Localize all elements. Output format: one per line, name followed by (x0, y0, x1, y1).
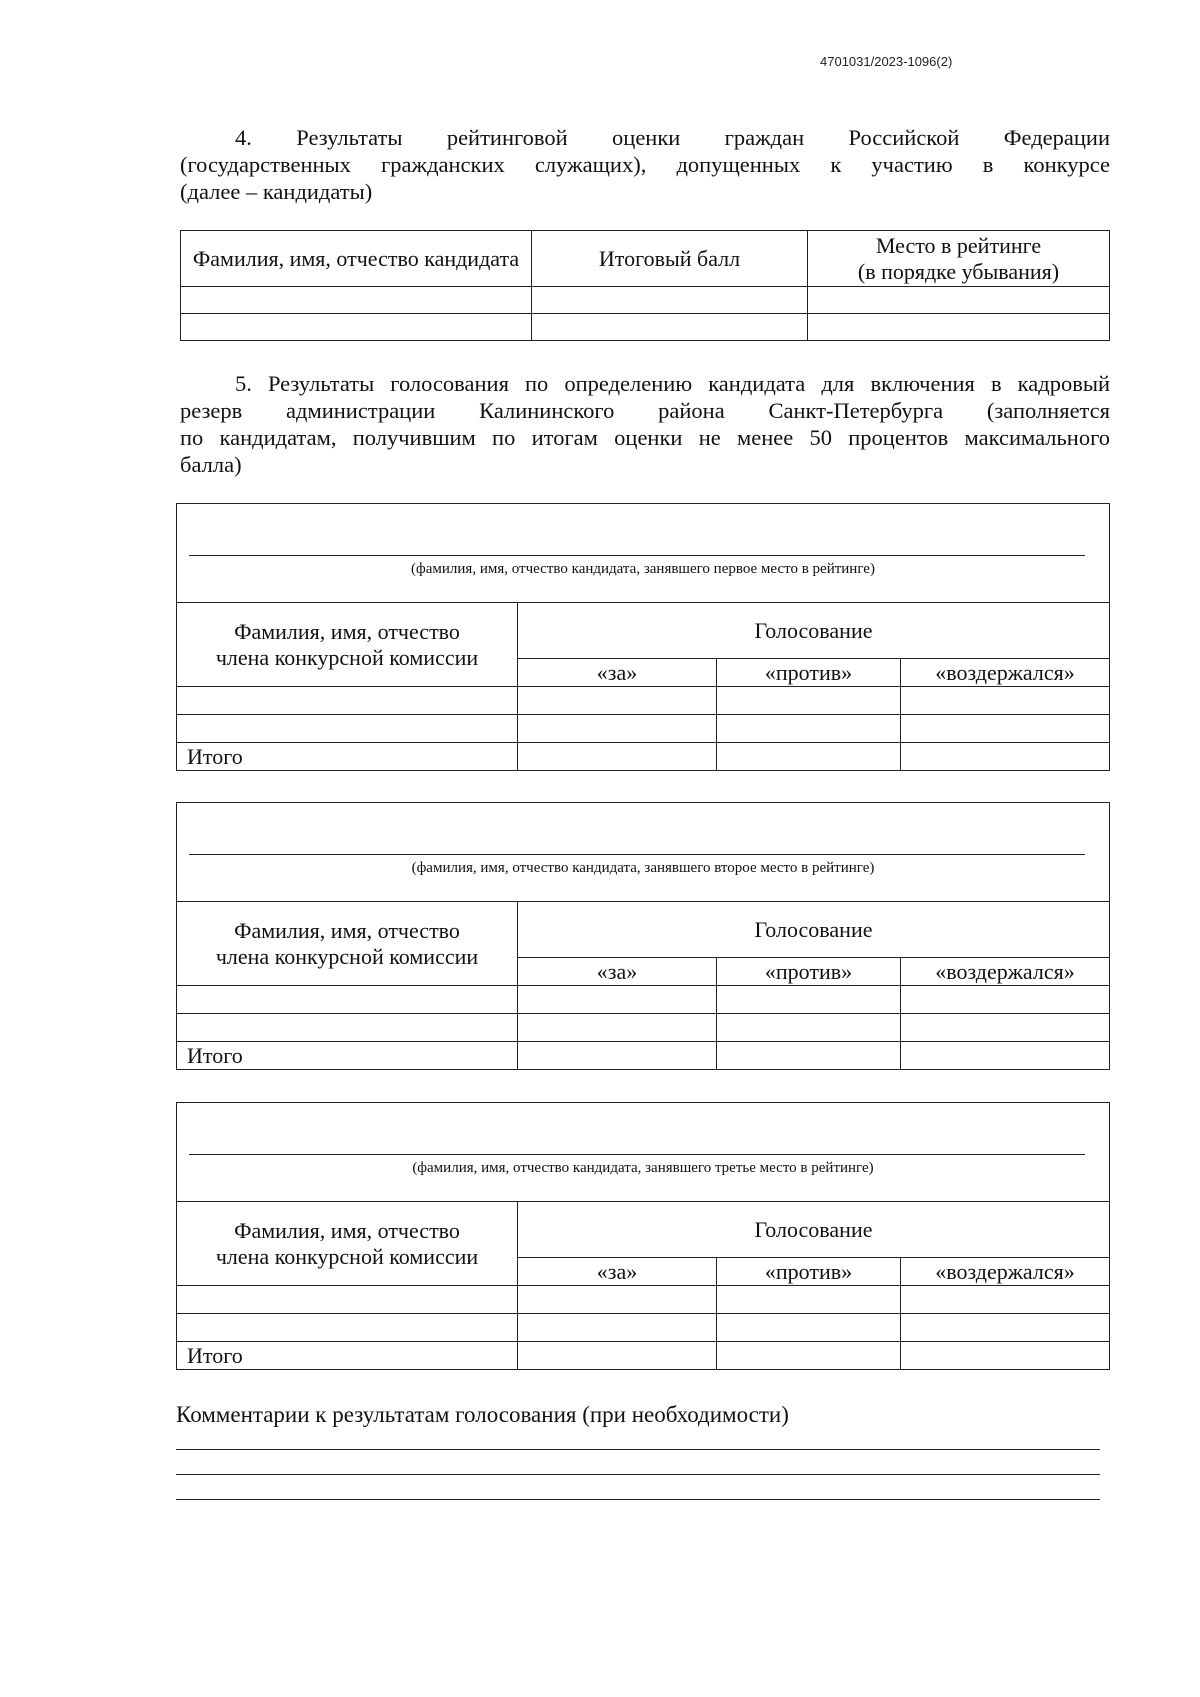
candidate-name-field[interactable] (177, 1103, 1110, 1202)
vote-table-third-place (176, 1102, 1110, 1370)
candidate-caption: (фамилия, имя, отчество кандидата, занявшего третье место в рейтинге) (412, 1160, 874, 1176)
vote-cell[interactable] (177, 687, 518, 715)
vote-abstained-header: «воздержался» (901, 958, 1110, 986)
vote-cell[interactable] (518, 743, 717, 771)
rating-table (180, 230, 1110, 341)
rating-cell[interactable] (181, 314, 532, 341)
vote-cell[interactable] (518, 1314, 717, 1342)
vote-cell[interactable] (901, 986, 1110, 1014)
candidate-caption: (фамилия, имя, отчество кандидата, занявшего второе место в рейтинге) (411, 860, 875, 876)
vote-cell[interactable] (717, 1286, 901, 1314)
vote-cell[interactable] (177, 1286, 518, 1314)
member-column-header: Фамилия, имя, отчество члена конкурсной комиссии (177, 902, 518, 986)
vote-cell[interactable] (717, 1042, 901, 1070)
vote-cell[interactable] (518, 715, 717, 743)
candidate-name-line (189, 854, 1085, 855)
vote-cell[interactable] (177, 986, 518, 1014)
vote-cell[interactable] (518, 687, 717, 715)
voting-header: Голосование (518, 603, 1110, 659)
candidate-name-line (189, 555, 1085, 556)
vote-cell[interactable] (717, 715, 901, 743)
vote-for-header: «за» (518, 958, 717, 986)
vote-cell[interactable] (518, 1042, 717, 1070)
section-5-text (180, 370, 1110, 478)
vote-against-header: «против» (717, 659, 901, 687)
section-5-line-1: 5. Результаты голосования по определению кандидата для включения в кадровый (235, 371, 1110, 396)
vote-cell[interactable] (901, 715, 1110, 743)
rating-col-place: Место в рейтинге (в порядке убывания) (808, 231, 1110, 287)
vote-cell[interactable] (717, 1342, 901, 1370)
vote-abstained-header: «воздержался» (901, 659, 1110, 687)
comment-line[interactable] (176, 1474, 1100, 1475)
vote-cell[interactable] (177, 1314, 518, 1342)
rating-col-score: Итоговый балл (532, 231, 808, 287)
vote-for-header: «за» (518, 659, 717, 687)
document-id: 4701031/2023-1096(2) (820, 54, 953, 69)
section-4-text (180, 124, 1110, 205)
vote-table-second-place (176, 802, 1110, 1070)
vote-cell[interactable] (717, 986, 901, 1014)
rating-cell[interactable] (808, 314, 1110, 341)
rating-cell[interactable] (532, 314, 808, 341)
vote-cell[interactable] (901, 1014, 1110, 1042)
total-label: Итого (177, 743, 518, 771)
candidate-name-field[interactable] (177, 504, 1110, 603)
vote-for-header: «за» (518, 1258, 717, 1286)
vote-cell[interactable] (518, 1342, 717, 1370)
vote-cell[interactable] (901, 1286, 1110, 1314)
vote-cell[interactable] (717, 1314, 901, 1342)
vote-cell[interactable] (717, 1014, 901, 1042)
vote-against-header: «против» (717, 1258, 901, 1286)
vote-cell[interactable] (901, 1042, 1110, 1070)
vote-cell[interactable] (901, 743, 1110, 771)
rating-cell[interactable] (808, 287, 1110, 314)
vote-cell[interactable] (901, 1342, 1110, 1370)
comment-line[interactable] (176, 1449, 1100, 1450)
member-column-header: Фамилия, имя, отчество члена конкурсной комиссии (177, 1202, 518, 1286)
vote-against-header: «против» (717, 958, 901, 986)
section-5-line-2: резерв администрации Калининского района Санкт-Петербурга (заполняется (180, 398, 1110, 423)
voting-header: Голосование (518, 902, 1110, 958)
section-5-line-3: по кандидатам, получившим по итогам оценки не менее 50 процентов максимального (180, 425, 1110, 450)
rating-cell[interactable] (181, 287, 532, 314)
section-4-line-1: 4. Результаты рейтинговой оценки граждан Российской Федерации (235, 125, 1110, 150)
vote-cell[interactable] (901, 687, 1110, 715)
vote-cell[interactable] (177, 715, 518, 743)
rating-col-name: Фамилия, имя, отчество кандидата (181, 231, 532, 287)
total-label: Итого (177, 1042, 518, 1070)
section-4-line-2: (государственных гражданских служащих), допущенных к участию в конкурсе (180, 152, 1110, 177)
candidate-name-line (189, 1154, 1085, 1155)
vote-cell[interactable] (901, 1314, 1110, 1342)
vote-abstained-header: «воздержался» (901, 1258, 1110, 1286)
rating-cell[interactable] (532, 287, 808, 314)
total-label: Итого (177, 1342, 518, 1370)
vote-cell[interactable] (177, 1014, 518, 1042)
voting-header: Голосование (518, 1202, 1110, 1258)
vote-cell[interactable] (717, 743, 901, 771)
candidate-name-field[interactable] (177, 803, 1110, 902)
vote-cell[interactable] (518, 986, 717, 1014)
section-4-line-3: (далее – кандидаты) (180, 179, 373, 204)
vote-cell[interactable] (518, 1014, 717, 1042)
member-column-header: Фамилия, имя, отчество члена конкурсной комиссии (177, 603, 518, 687)
vote-cell[interactable] (717, 687, 901, 715)
section-5-line-4: балла) (180, 452, 242, 477)
comments-title: Комментарии к результатам голосования (при необходимости) (176, 1402, 789, 1427)
comment-line[interactable] (176, 1499, 1100, 1500)
candidate-caption: (фамилия, имя, отчество кандидата, занявшего первое место в рейтинге) (411, 561, 875, 577)
vote-table-first-place (176, 503, 1110, 771)
vote-cell[interactable] (518, 1286, 717, 1314)
